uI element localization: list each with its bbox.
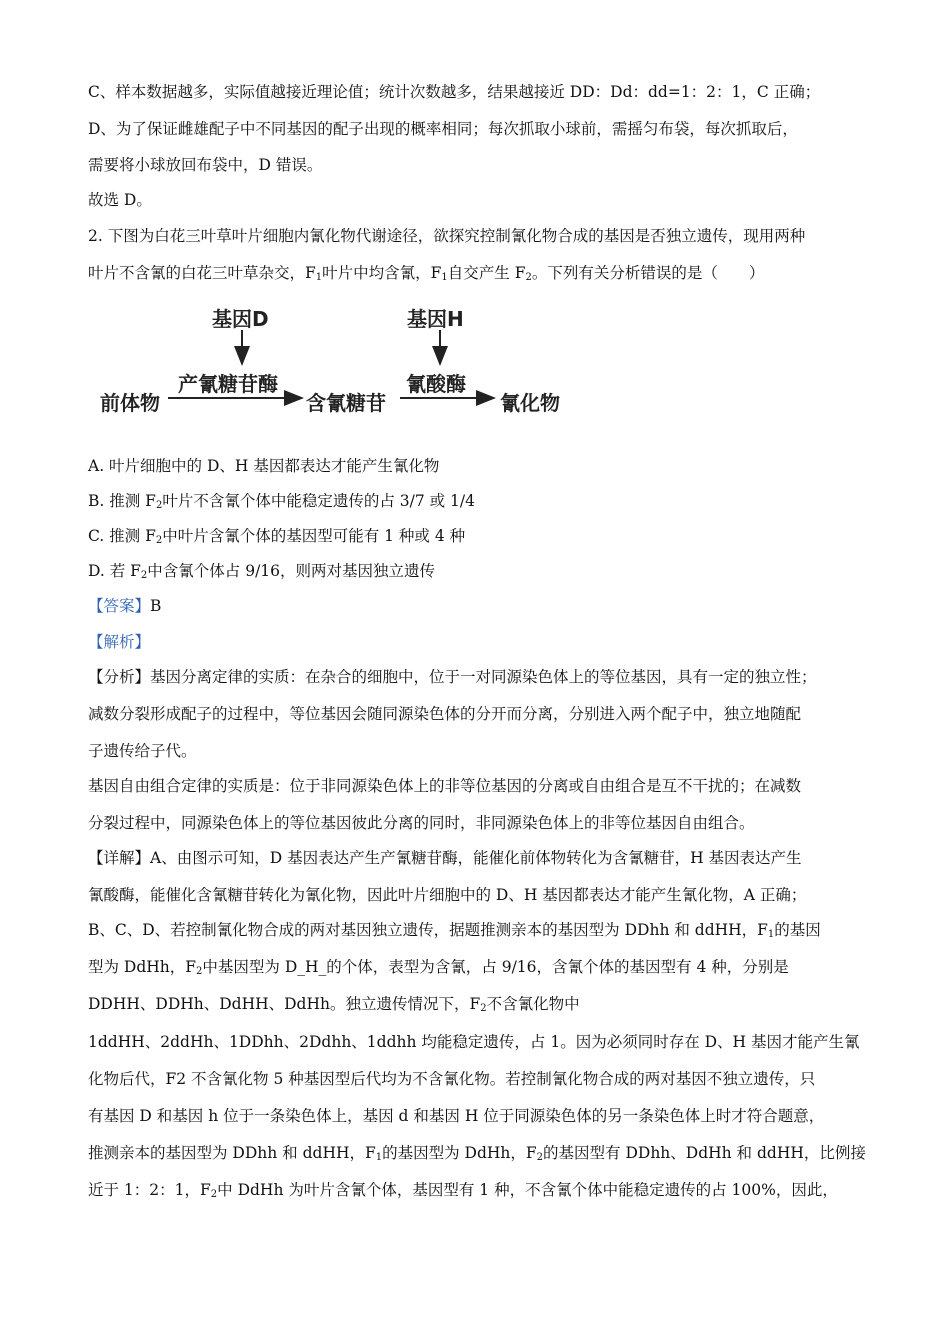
- question-2-stem: 2. 下图为白花三叶草叶片细胞内氰化物代谢途径，欲探究控制氰化物合成的基因是否独立遗传，现用两种: [88, 227, 806, 245]
- text-line-c: C、样本数据越多，实际值越接近理论值；统计次数越多，结果越接近 DD：Dd：dd=1：2：1，C 正确；: [88, 83, 821, 101]
- analysis-line-1: 【分析】基因分离定律的实质：在杂合的细胞中，位于一对同源染色体上的等位基因，具有一定的独立性；: [88, 668, 817, 686]
- option-a: A. 叶片细胞中的 D、H 基因都表达才能产生氰化物: [88, 457, 440, 475]
- product-label: 氰化物: [500, 391, 560, 415]
- question-2-stem-cont: 叶片不含氰的白花三叶草杂交，$F_1$叶片中均含氰，$F_1$自交产生 $F_2$。下列有关分析错误的是（ ）: [88, 264, 765, 283]
- answer: 【答案】B: [88, 597, 162, 615]
- enzyme-2-label: 氰酸酶: [406, 372, 466, 396]
- text-line-d: D、为了保证雌雄配子中不同基因的配子出现的概率相同；每次抓取小球前，需摇匀布袋，每次抓取后，: [88, 120, 798, 138]
- text-choose-d: 故选 D。: [88, 191, 152, 209]
- text-line-d-cont: 需要将小球放回布袋中，D 错误。: [88, 156, 323, 174]
- detail-line-5: DDHH、DDHh、DdHH、DdHh。独立遗传情况下，$F_2$不含氰化物中: [88, 995, 580, 1014]
- analysis-tag: 【解析】: [88, 633, 151, 651]
- analysis-line-4: 基因自由组合定律的实质是：位于非同源染色体上的非等位基因的分离或自由组合是互不干扰的；在减数: [88, 777, 802, 795]
- option-d: D. 若 $F_2$中含氰个体占 9/16，则两对基因独立遗传: [88, 562, 436, 581]
- detail-line-1: 【详解】A、由图示可知，D 基因表达产生产氰糖苷酶，能催化前体物转化为含氰糖苷，H 基因表达产生: [88, 849, 802, 867]
- analysis-line-5: 分裂过程中，同源染色体上的等位基因彼此分离的同时，非同源染色体上的非等位基因自由组合。: [88, 814, 755, 832]
- analysis-line-3: 子遗传给子代。: [88, 742, 197, 760]
- detail-line-9: 推测亲本的基因型为 DDhh 和 ddHH，$F_1$的基因型为 DdHh，$F_2$的基因型有 DDhh、DdHh 和 ddHH，比例接: [88, 1144, 866, 1163]
- enzyme-1-label: 产氰糖苷酶: [178, 372, 278, 396]
- detail-line-6: 1ddHH、2ddHh、1DDhh、2Ddhh、1ddhh 均能稳定遗传，占 1。因为必须同时存在 D、H 基因才能产生氰: [88, 1033, 860, 1051]
- answer-tag: 【答案】: [88, 597, 151, 615]
- detail-line-4: 型为 DdHh，$F_2$中基因型为 D_H_的个体，表型为含氰，占 9/16，含氰个体的基因型有 4 种，分别是: [88, 958, 789, 977]
- detail-line-3: B、C、D、若控制氰化物合成的两对基因独立遗传，据题推测亲本的基因型为 DDhh 和 ddHH，$F_1$的基因: [88, 921, 821, 940]
- detail-line-7: 化物后代，F2 不含氰化物 5 种基因型后代均为不含氰化物。若控制氰化物合成的两对基因不独立遗传，只: [88, 1070, 816, 1088]
- detail-line-2: 氰酸酶，能催化含氰糖苷转化为氰化物，因此叶片细胞中的 D、H 基因都表达才能产生氰化物，A 正确；: [88, 886, 807, 904]
- intermediate-label: 含氰糖苷: [306, 391, 386, 415]
- precursor-label: 前体物: [100, 391, 160, 415]
- detail-line-8: 有基因 D 和基因 h 位于一条染色体上，基因 d 和基因 H 位于同源染色体的另一条染色体上时才符合题意，: [88, 1107, 825, 1125]
- detail-line-10: 近于 1：2：1，$F_2$中 DdHh 为叶片含氰个体，基因型有 1 种，不含氰个体中能稳定遗传的占 100%，因此，: [88, 1181, 838, 1200]
- gene-h-label: 基因H: [407, 307, 464, 331]
- gene-d-label: 基因D: [212, 307, 269, 331]
- option-b: B. 推测 $F_2$叶片不含氰个体中能稳定遗传的占 3/7 或 1/4: [88, 492, 475, 511]
- analysis-line-2: 减数分裂形成配子的过程中，等位基因会随同源染色体的分开而分离，分别进入两个配子中，独立地随配: [88, 705, 802, 723]
- option-c: C. 推测 $F_2$中叶片含氰个体的基因型可能有 1 种或 4 种: [88, 527, 466, 546]
